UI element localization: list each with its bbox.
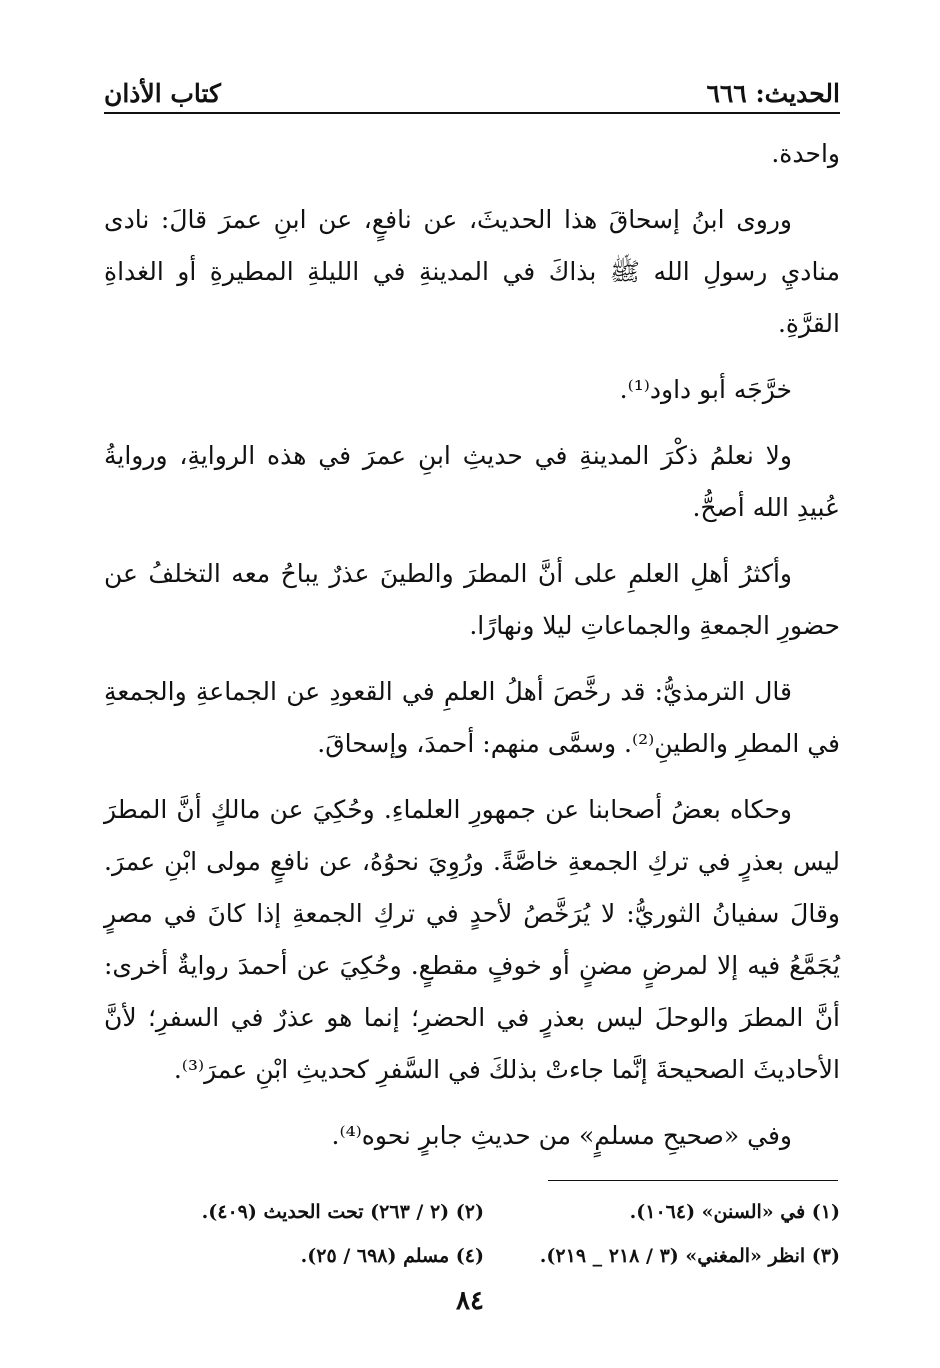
paragraph: وأكثرُ أهلِ العلمِ على أنَّ المطرَ والطينَ عذرٌ يباحُ معه التخلفُ عن حضورِ الجمعةِ والجماعاتِ ليلا ونهارًا.: [104, 559, 840, 640]
footnote-3: (٣) انظر «المغني» (٣ / ٢١٨ _ ٢١٩).: [539, 1245, 840, 1267]
footnote-row: [104, 1234, 840, 1278]
footnote-4: (٤) مسلم (٦٩٨ / ٢٥).: [300, 1245, 484, 1267]
book-title: كتاب الأذان: [104, 79, 221, 108]
footnote-2: (٢) (٢ / ٢٦٣) تحت الحديث (٤٠٩).: [201, 1201, 484, 1223]
hadith-number-label: الحديث: ٦٦٦: [706, 79, 840, 108]
paragraph: وفي «صحيحِ مسلمٍ» من حديثِ جابرٍ نحوه⁽⁴⁾.: [331, 1121, 792, 1150]
main-text: [104, 128, 840, 1176]
paragraph: خرَّجَه أبو داود⁽¹⁾.: [619, 375, 792, 404]
footnote-1: (١) في «السنن» (١٠٦٤).: [629, 1201, 840, 1223]
paragraph: واحدة.: [771, 139, 840, 168]
footnotes: [104, 1190, 840, 1278]
paragraph: ولا نعلمُ ذكْرَ المدينةِ في حديثِ ابنِ عمرَ في هذه الروايةِ، وروايةُ عُبيدِ الله أصحُّ.: [104, 441, 840, 522]
running-header: [104, 72, 840, 108]
footnote-divider: [548, 1180, 838, 1181]
header-divider: [104, 112, 840, 114]
footnote-row: [104, 1190, 840, 1234]
paragraph: وحكاه بعضُ أصحابنا عن جمهورِ العلماءِ. وحُكِيَ عن مالكٍ أنَّ المطرَ ليس بعذرٍ في تركِ الجمعةِ خاصَّةً. ورُوِيَ نحوُهُ، عن نافعٍ مولى ابْنِ عمرَ. وقالَ سفيانُ الثوريُّ: لا يُرَخَّصُ لأحدٍ في تركِ الجمعةِ إذا كانَ في مصرٍ يُجَمَّعُ فيه إلا لمرضٍ مضنٍ أو خوفٍ مقطعٍ. وحُكِيَ عن أحمدَ روايةٌ أخرى: أنَّ المطرَ والوحلَ ليس بعذرٍ في الحضرِ؛ إنما هو عذرٌ في السفرِ؛ لأنَّ الأحاديثَ الصحيحةَ إنَّما جاءتْ بذلكَ في السَّفرِ كحديثِ ابْنِ عمرَ⁽³⁾.: [104, 795, 840, 1084]
page-number: ٨٤: [456, 1286, 484, 1316]
paragraph: وروى ابنُ إسحاقَ هذا الحديثَ، عن نافعٍ، عن ابنِ عمرَ قالَ: نادى مناديِ رسولِ الله ﷺ بذاكَ في المدينةِ في الليلةِ المطيرةِ أو الغداةِ القرَّةِ.: [104, 205, 840, 338]
paragraph: قال الترمذيُّ: قد رخَّصَ أهلُ العلمِ في القعودِ عن الجماعةِ والجمعةِ في المطرِ والطينِ⁽²⁾. وسمَّى منهم: أحمدَ، وإسحاقَ.: [104, 677, 840, 758]
